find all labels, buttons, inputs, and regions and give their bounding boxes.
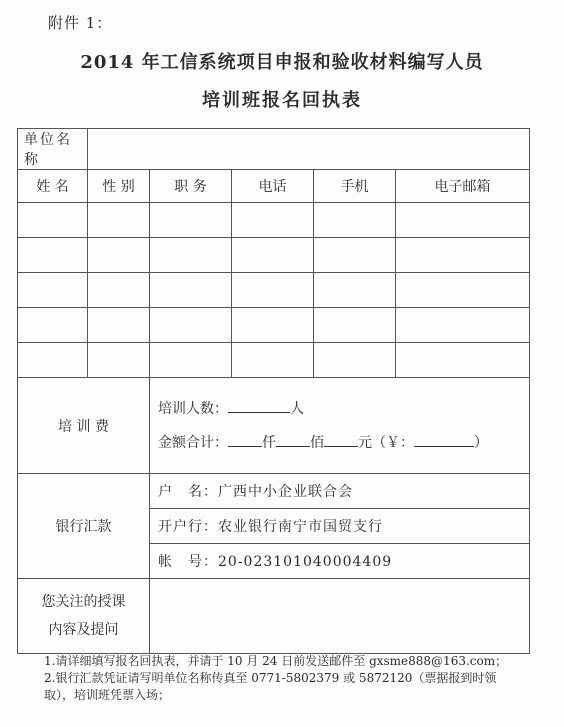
column-header-phone: 电话 (232, 170, 314, 203)
column-header-email: 电子邮箱 (396, 170, 530, 203)
column-header-gender: 性 别 (88, 170, 150, 203)
position-cell[interactable] (150, 203, 232, 238)
account-number-label: 帐 号： (158, 554, 218, 570)
account-number-value: 20-023101040004409 (218, 554, 393, 570)
unit-name-field[interactable] (88, 129, 530, 170)
mobile-cell[interactable] (314, 343, 396, 378)
qian-unit: 仟 (262, 434, 276, 451)
document-title: 2014 年工信系统项目申报和验收材料编写人员 (80, 52, 484, 73)
email-cell[interactable] (396, 343, 530, 378)
table-row (18, 238, 530, 273)
gender-cell[interactable] (88, 273, 150, 308)
column-header-name: 姓 名 (18, 170, 88, 203)
phone-cell[interactable] (232, 238, 314, 273)
amount-total-label: 金额合计： (158, 434, 228, 451)
topics-label (18, 579, 150, 654)
name-cell[interactable] (18, 308, 88, 343)
position-cell[interactable] (150, 308, 232, 343)
bank-name-row (150, 509, 530, 544)
name-cell[interactable] (18, 203, 88, 238)
column-header-row (18, 170, 530, 203)
position-cell[interactable] (150, 343, 232, 378)
name-cell[interactable] (18, 273, 88, 308)
notes-section (44, 653, 514, 704)
document-subtitle: 培训班报名回执表 (202, 90, 362, 111)
mobile-cell[interactable] (314, 308, 396, 343)
position-cell[interactable] (150, 273, 232, 308)
table-row (18, 308, 530, 343)
amount-numeric-field[interactable] (414, 432, 474, 447)
table-row (18, 203, 530, 238)
registration-form-table (17, 128, 530, 654)
closing-paren: ） (474, 434, 488, 451)
column-header-mobile: 手机 (314, 170, 396, 203)
topics-label-line1: 您关注的授课 (41, 594, 126, 610)
mobile-cell[interactable] (314, 238, 396, 273)
column-header-position: 职 务 (150, 170, 232, 203)
attachment-label: 附件 1： (48, 14, 113, 32)
attendee-count-line (150, 392, 529, 426)
attendee-count-field[interactable] (228, 398, 290, 413)
account-number-row (150, 544, 530, 579)
email-cell[interactable] (396, 308, 530, 343)
gender-cell[interactable] (88, 203, 150, 238)
topics-label-line2: 内容及提问 (48, 622, 119, 638)
amount-total-line (150, 426, 529, 460)
phone-cell[interactable] (232, 343, 314, 378)
phone-cell[interactable] (232, 203, 314, 238)
attendee-count-label: 培训人数： (158, 400, 228, 417)
email-cell[interactable] (396, 238, 530, 273)
account-name-label: 户 名： (158, 484, 218, 500)
phone-cell[interactable] (232, 308, 314, 343)
attendee-count-unit: 人 (290, 400, 304, 417)
mobile-cell[interactable] (314, 203, 396, 238)
bank-name-value: 农业银行南宁市国贸支行 (218, 519, 383, 535)
name-cell[interactable] (18, 238, 88, 273)
email-cell[interactable] (396, 273, 530, 308)
training-fee-label: 培 训 费 (18, 378, 150, 474)
note-line-2: 2.银行汇款凭证请写明单位名称传真至 0771-5802379 或 5872120（票据报到时领取），培训班凭票入场； (44, 671, 497, 702)
bank-transfer-label: 银行汇款 (18, 474, 150, 579)
gender-cell[interactable] (88, 343, 150, 378)
note-line-1: 1.请详细填写报名回执表，并请于 10 月 24 日前发送邮件至 gxsme888@163.com； (44, 654, 508, 668)
bai-unit: 佰 (310, 434, 324, 451)
bank-name-label: 开户行： (158, 519, 218, 535)
account-name-row (150, 474, 530, 509)
yuan-unit: 元（￥： (358, 434, 414, 451)
phone-cell[interactable] (232, 273, 314, 308)
name-cell[interactable] (18, 343, 88, 378)
amount-qian-field[interactable] (228, 432, 262, 447)
gender-cell[interactable] (88, 308, 150, 343)
mobile-cell[interactable] (314, 273, 396, 308)
account-name-value: 广西中小企业联合会 (218, 484, 353, 500)
topics-field[interactable] (150, 579, 530, 654)
amount-yuan-field[interactable] (324, 432, 358, 447)
amount-bai-field[interactable] (276, 432, 310, 447)
table-row (18, 273, 530, 308)
table-row (18, 343, 530, 378)
position-cell[interactable] (150, 238, 232, 273)
training-fee-cell (150, 378, 530, 474)
email-cell[interactable] (396, 203, 530, 238)
unit-name-label: 单位名称 (18, 129, 88, 170)
gender-cell[interactable] (88, 238, 150, 273)
